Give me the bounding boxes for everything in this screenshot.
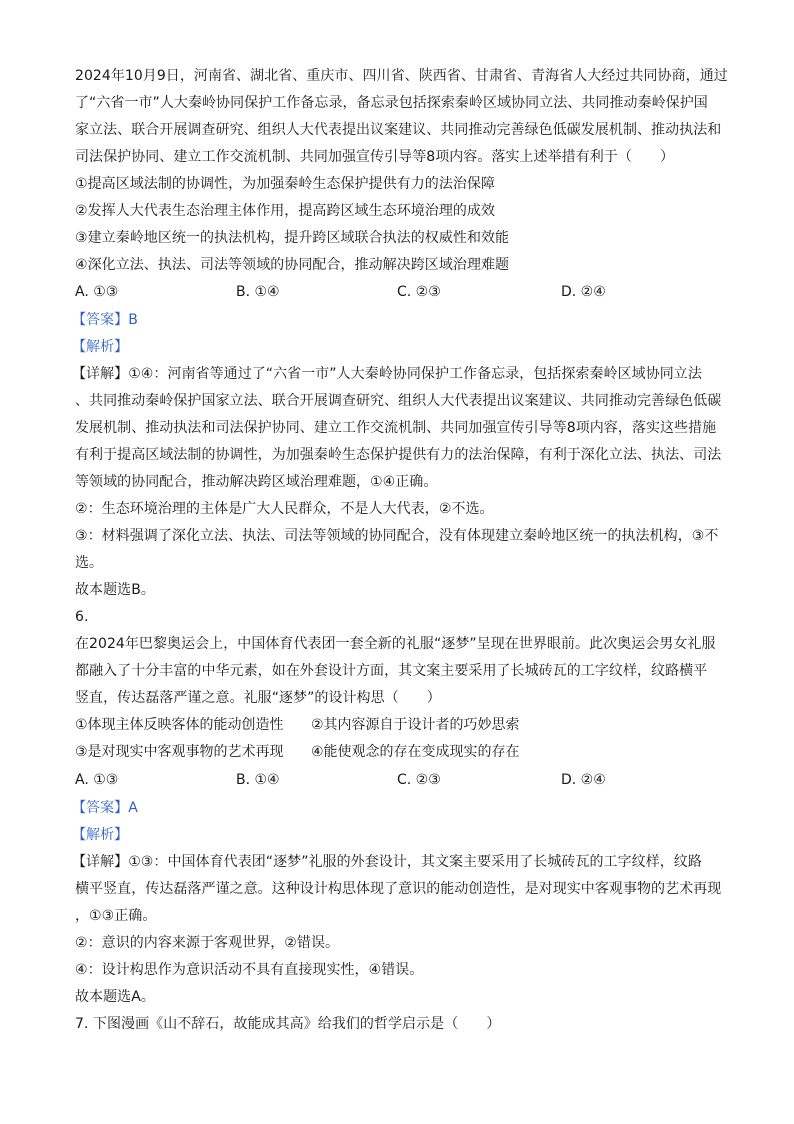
q5-detail-line: 选。 [75,555,104,571]
q6-detail-line: ②：意识的内容来源于客观世界，②错误。 [75,935,340,951]
q5-detail-line: 等领域的协同配合，推动解决跨区域治理难题，①④正确。 [75,474,438,490]
q5-detail-line: 【详解】①④：河南省等通过了“六省一市”人大秦岭协同保护工作备忘录，包括探索秦岭区域协同立法 [72,366,702,382]
q5-item-2: ②发挥人大代表生态治理主体作用，提高跨区域生态环境治理的成效 [75,203,496,219]
q6-detail-line: ，①③正确。 [75,908,157,924]
q5-answer: 【答案】B [72,312,138,328]
q5-item-4: ④深化立法、执法、司法等领域的协同配合，推动解决跨区域治理难题 [75,257,510,273]
q6-option-d: D. ②④ [561,772,606,788]
q6-item-3: ③是对现实中客观事物的艺术再现 [75,744,284,760]
q6-detail-line: ④：设计构思作为意识活动不具有直接现实性，④错误。 [75,962,424,978]
q5-analysis-label: 【解析】 [72,339,129,355]
q6-detail-line: 横平竖直，传达磊落严谨之意。这种设计构思体现了意识的能动创造性，是对现实中客观事物的艺术再现 [75,881,722,897]
q5-stem-line: 了“六省一市”人大秦岭协同保护工作备忘录，备忘录包括探索秦岭区域协同立法、共同推动秦岭保护国 [75,95,708,111]
q6-item-2: ②其内容源自于设计者的巧妙思索 [311,717,520,733]
q6-option-c: C. ②③ [397,772,441,788]
q6-answer: 【答案】A [72,800,138,816]
q5-option-d: D. ②④ [561,284,606,300]
q6-stem-line: 竖直，传达磊落严谨之意。礼服“逐梦”的设计构思（ ） [75,690,441,706]
q5-item-3: ③建立秦岭地区统一的执法机构，提升跨区域联合执法的权威性和效能 [75,230,510,246]
q6-analysis-label: 【解析】 [72,827,129,843]
q6-detail-line: 故本题选A。 [75,989,155,1005]
q6-option-b: B. ①④ [236,772,280,788]
q5-detail-line: 发展机制、推动执法和司法保护协同、建立工作交流机制、共同加强宣传引导等8项内容，落实这些措施 [75,420,717,436]
q5-detail-line: ③：材料强调了深化立法、执法、司法等领域的协同配合，没有体现建立秦岭地区统一的执法机构，③不 [75,528,719,544]
q6-option-a: A. ①③ [75,772,119,788]
q5-item-1: ①提高区域法制的协调性，为加强秦岭生态保护提供有力的法治保障 [75,176,496,192]
q7-stem: 7. 下图漫画《山不辞石，故能成其高》给我们的哲学启示是（ ） [75,1016,501,1032]
q5-detail-line: ②：生态环境治理的主体是广大人民群众，不是人大代表，②不选。 [75,501,494,517]
q5-detail-line: 故本题选B。 [75,582,155,598]
q5-option-a: A. ①③ [75,284,119,300]
q6-stem-line: 在2024年巴黎奥运会上，中国体育代表团一套全新的礼服“逐梦”呈现在世界眼前。此次奥运会男女礼服 [75,636,716,652]
q5-stem-line: 家立法、联合开展调查研究、组织人大代表提出议案建议、共同推动完善绿色低碳发展机制、推动执法和 [75,122,722,138]
q6-detail-line: 【详解】①③：中国体育代表团“逐梦”礼服的外套设计，其文案主要采用了长城砖瓦的工字纹样，纹路 [72,854,702,870]
q5-detail-line: 、共同推动秦岭保护国家立法、联合开展调查研究、组织人大代表提出议案建议、共同推动完善绿色低碳 [75,393,722,409]
q5-stem-line: 2024年10月9日，河南省、湖北省、重庆市、四川省、陕西省、甘肃省、青海省人大经过共同协商，通过 [75,68,728,84]
q5-stem-line: 司法保护协同、建立工作交流机制、共同加强宣传引导等8项内容。落实上述举措有利于（ ） [75,149,675,165]
q5-option-c: C. ②③ [397,284,441,300]
q5-detail-line: 有利于提高区域法制的协调性，为加强秦岭生态保护提供有力的法治保障，有利于深化立法、执法、司法 [75,447,722,463]
q6-stem-line: 都融入了十分丰富的中华元素，如在外套设计方面，其文案主要采用了长城砖瓦的工字纹样，纹路横平 [75,663,708,679]
q5-option-b: B. ①④ [236,284,280,300]
q6-number: 6. [75,609,89,625]
q6-item-1: ①体现主体反映客体的能动创造性 [75,717,284,733]
q6-item-4: ④能使观念的存在变成现实的存在 [311,744,520,760]
